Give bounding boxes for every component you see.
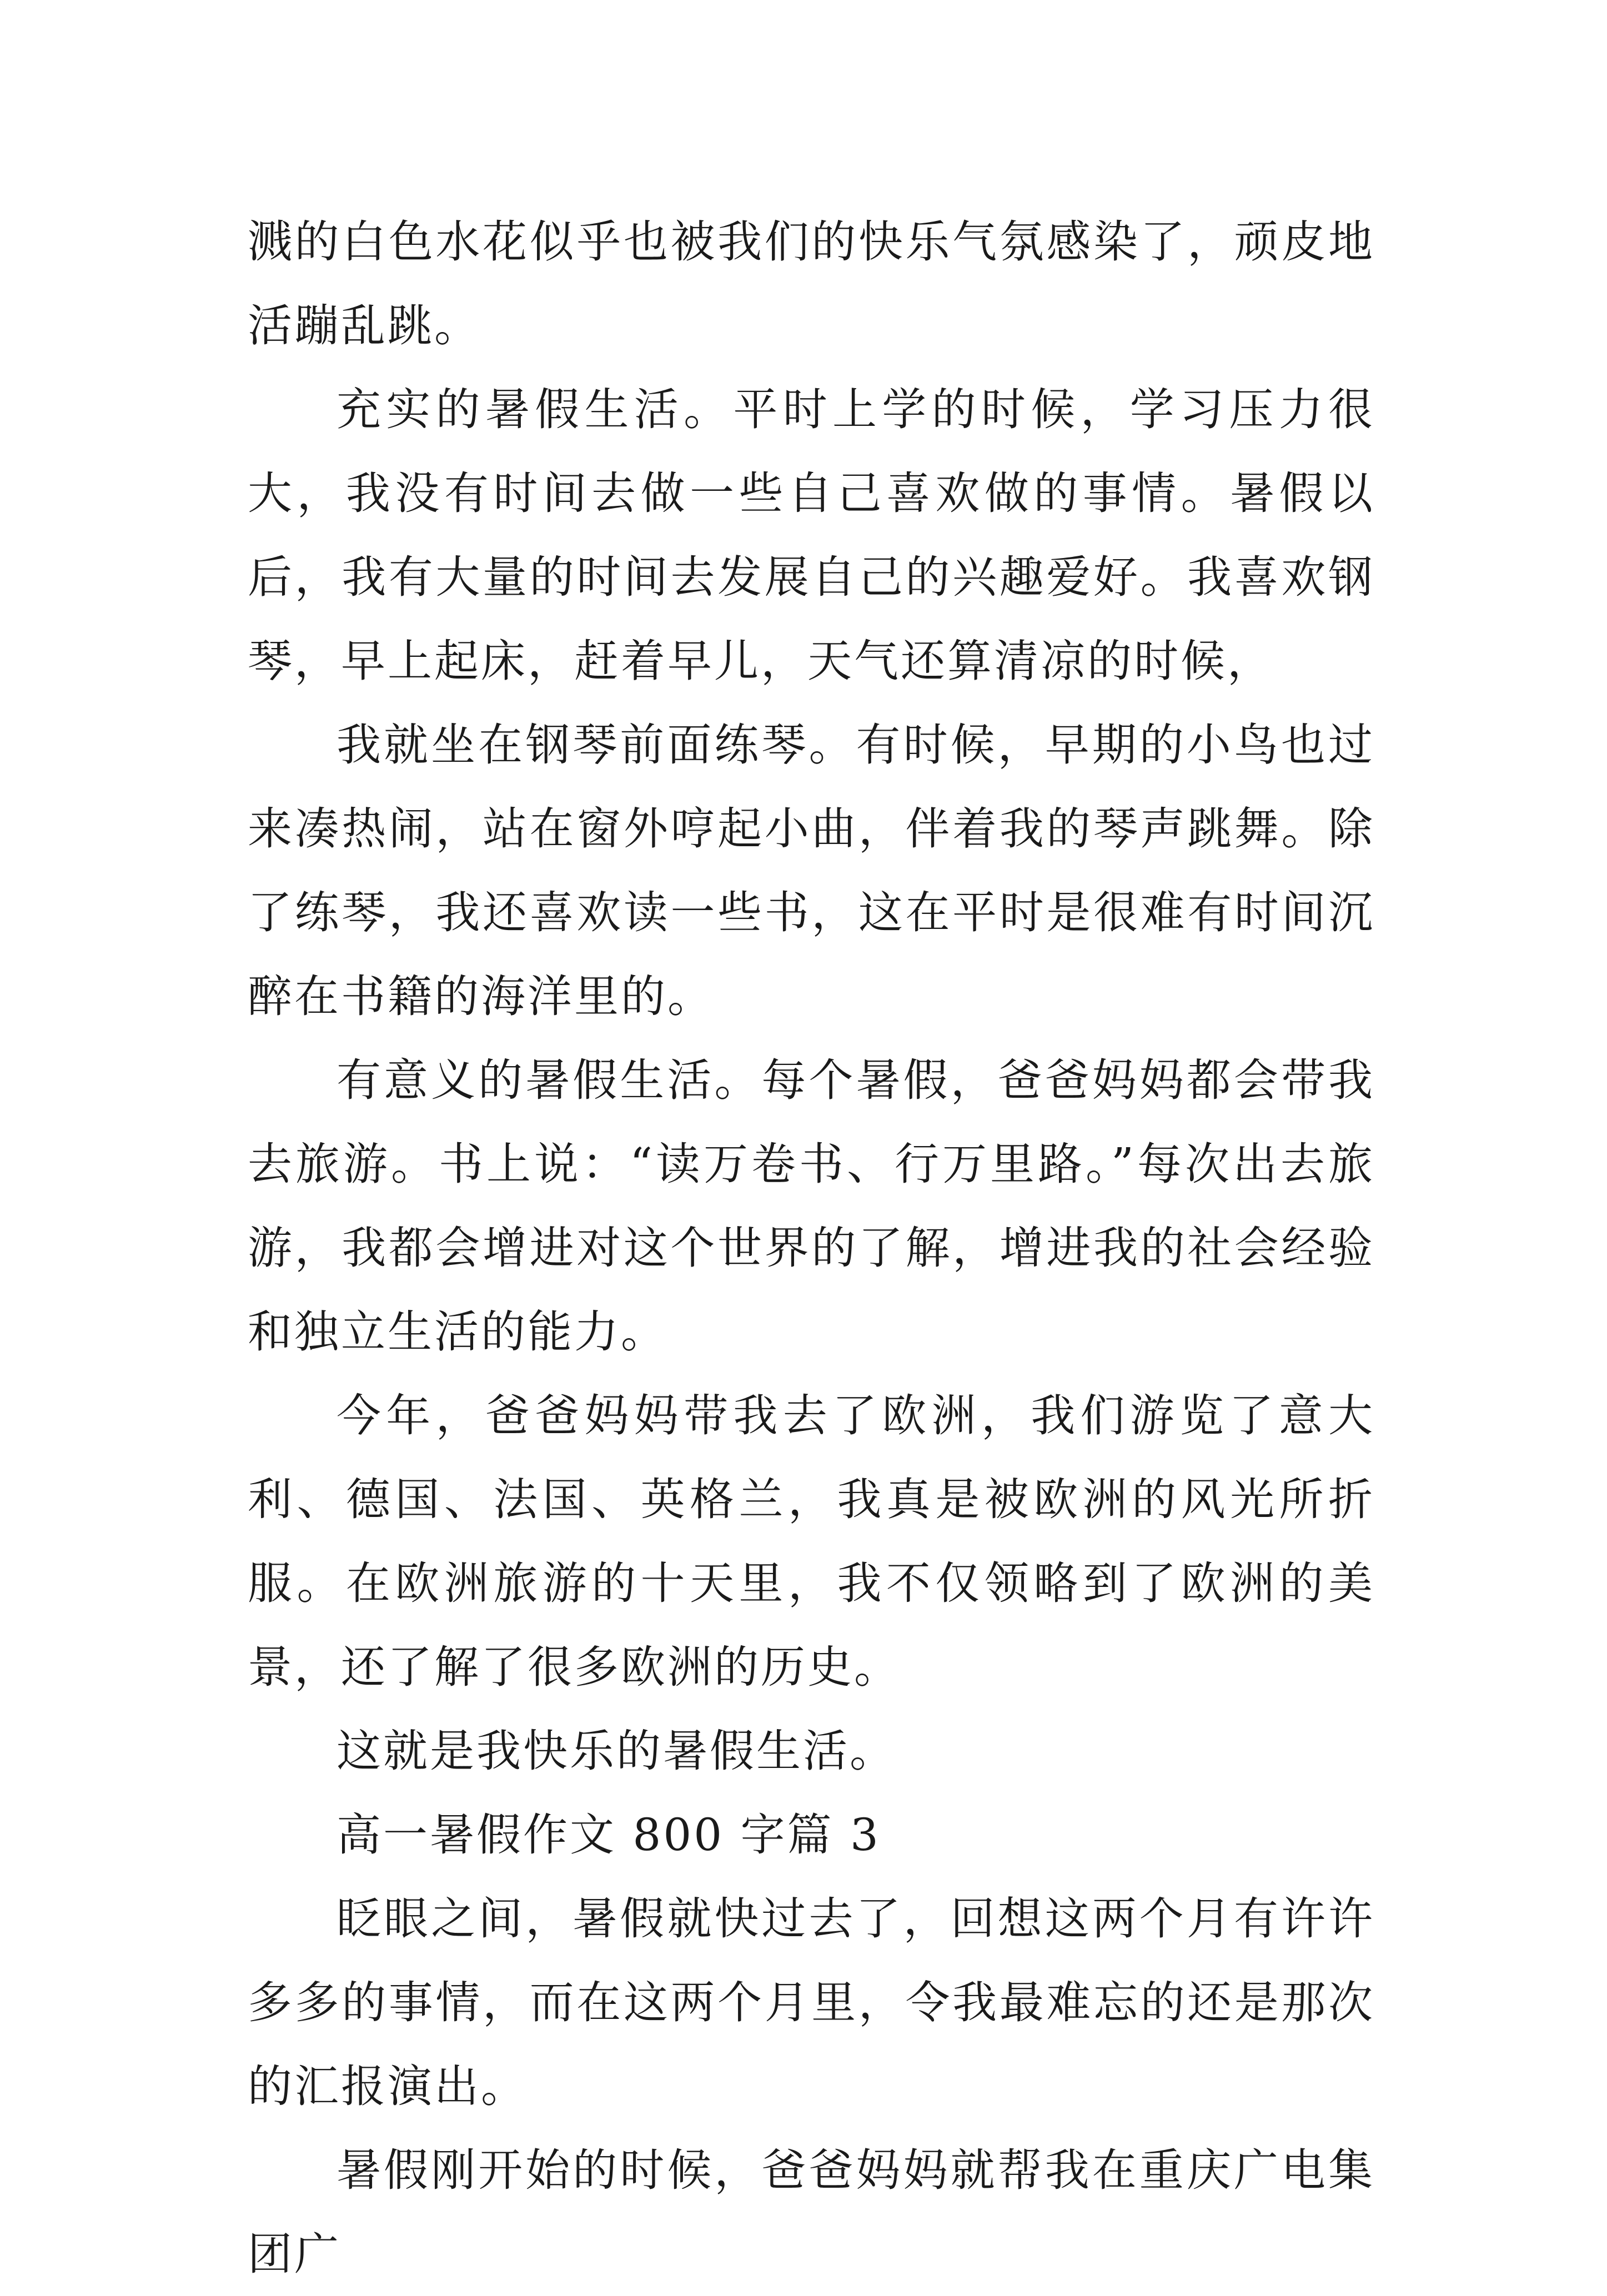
paragraph-continued: 溅的白色水花似乎也被我们的快乐气氛感染了，顽皮地活蹦乱跳。 xyxy=(248,216,1375,351)
paragraph-closing: 这就是我快乐的暑假生活。 xyxy=(337,1725,896,1777)
section-heading: 高一暑假作文 800 字篇 3 xyxy=(337,1809,881,1861)
paragraph-meaningful-summer: 有意义的暑假生活。每个暑假，爸爸妈妈都会带我去旅游。书上说：“读万卷书、行万里路。”每次出去旅游，我都会增进对这个世界的了解，增进我的社会经验和独立生活的能力。 xyxy=(248,1054,1375,1358)
document-body xyxy=(248,200,1375,2296)
paragraph-summer-start: 暑假刚开始的时候，爸爸妈妈就帮我在重庆广电集团广 xyxy=(248,2144,1375,2280)
paragraph-piano-practice: 我就坐在钢琴前面练琴。有时候，早期的小鸟也过来凑热闹，站在窗外哼起小曲，伴着我的琴声跳舞。除了练琴，我还喜欢读一些书，这在平时是很难有时间沉醉在书籍的海洋里的。 xyxy=(248,719,1375,1022)
paragraph-fulfilling-summer: 充实的暑假生活。平时上学的时候，学习压力很大，我没有时间去做一些自己喜欢做的事情。暑假以后，我有大量的时间去发展自己的兴趣爱好。我喜欢钢琴，早上起床，赶着早儿，天气还算清凉的时候， xyxy=(248,384,1375,687)
paragraph-europe-trip: 今年，爸爸妈妈带我去了欧洲，我们游览了意大利、德国、法国、英格兰，我真是被欧洲的风光所折服。在欧洲旅游的十天里，我不仅领略到了欧洲的美景，还了解了很多欧洲的历史。 xyxy=(248,1390,1375,1693)
paragraph-intro: 眨眼之间，暑假就快过去了，回想这两个月有许许多多的事情，而在这两个月里，令我最难忘的还是那次的汇报演出。 xyxy=(248,1893,1375,2112)
